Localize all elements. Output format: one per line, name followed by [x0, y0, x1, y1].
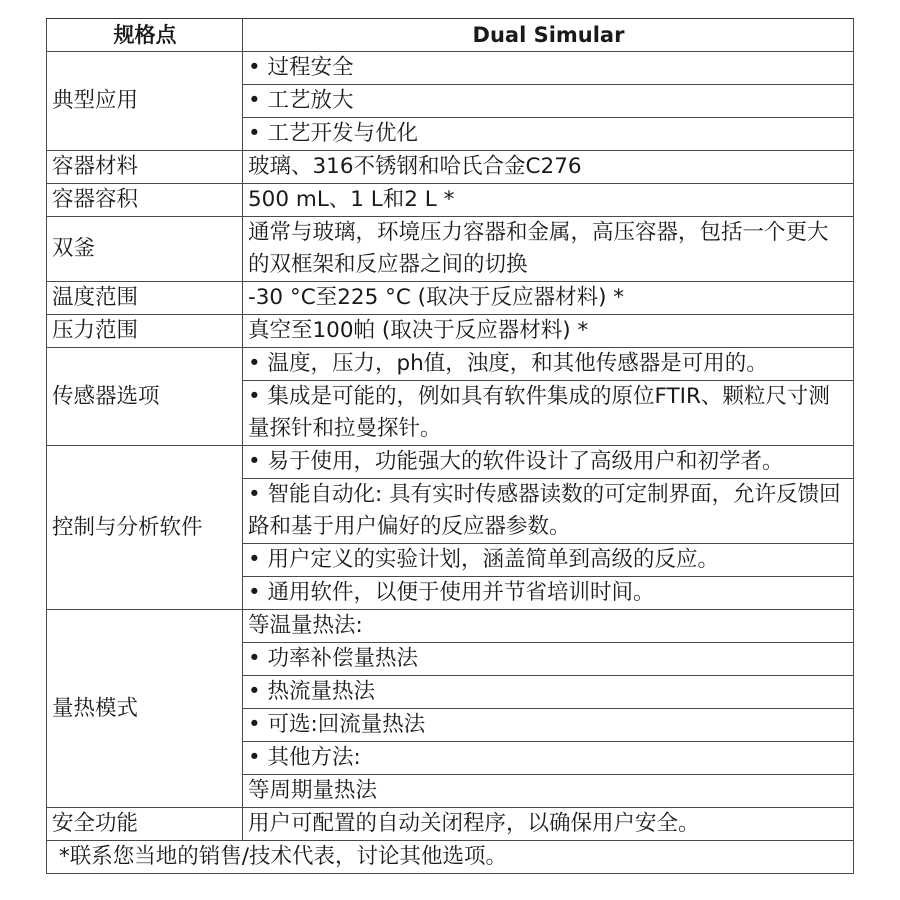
- cell-value: • 其他方法:: [243, 742, 854, 775]
- cell-value: • 可选:回流量热法: [243, 709, 854, 742]
- footnote-row: [47, 841, 854, 874]
- label-typical-applications: 典型应用: [47, 52, 243, 151]
- label-safety-features: 安全功能: [47, 808, 243, 841]
- label-temperature-range: 温度范围: [47, 282, 243, 315]
- table-row: [47, 52, 854, 85]
- label-vessel-material: 容器材料: [47, 151, 243, 184]
- cell-value: • 功率补偿量热法: [243, 643, 854, 676]
- label-vessel-volume: 容器容积: [47, 184, 243, 217]
- table-row: [47, 808, 854, 841]
- cell-value: 真空至100帕 (取决于反应器材料) *: [243, 315, 854, 348]
- cell-value: • 通用软件，以便于使用并节省培训时间。: [243, 577, 854, 610]
- cell-value: • 用户定义的实验计划，涵盖简单到高级的反应。: [243, 544, 854, 577]
- cell-value: 等温量热法:: [243, 610, 854, 643]
- table-row: [47, 610, 854, 643]
- spec-table: [46, 18, 854, 874]
- header-row: [47, 19, 854, 52]
- header-product: Dual Simular: [243, 19, 854, 52]
- cell-value: 玻璃、316不锈钢和哈氏合金C276: [243, 151, 854, 184]
- cell-value: 500 mL、1 L和2 L *: [243, 184, 854, 217]
- label-pressure-range: 压力范围: [47, 315, 243, 348]
- table-row: [47, 315, 854, 348]
- table-row: [47, 348, 854, 381]
- cell-value: • 温度，压力，ph值，浊度，和其他传感器是可用的。: [243, 348, 854, 381]
- header-spec-point: 规格点: [47, 19, 243, 52]
- cell-value: • 易于使用，功能强大的软件设计了高级用户和初学者。: [243, 446, 854, 479]
- label-sensor-options: 传感器选项: [47, 348, 243, 446]
- cell-value: • 热流量热法: [243, 676, 854, 709]
- cell-value: -30 °C至225 °C (取决于反应器材料) *: [243, 282, 854, 315]
- label-calorimetry-modes: 量热模式: [47, 610, 243, 808]
- table-row: [47, 446, 854, 479]
- table-row: [47, 184, 854, 217]
- table-row: [47, 282, 854, 315]
- cell-value: • 工艺放大: [243, 85, 854, 118]
- cell-value: • 过程安全: [243, 52, 854, 85]
- cell-value: 通常与玻璃，环境压力容器和金属，高压容器，包括一个更大的双框架和反应器之间的切换: [243, 217, 854, 282]
- label-dual-reactor: 双釜: [47, 217, 243, 282]
- table-row: [47, 151, 854, 184]
- table-row: [47, 217, 854, 282]
- cell-value: 等周期量热法: [243, 775, 854, 808]
- cell-value: • 工艺开发与优化: [243, 118, 854, 151]
- label-control-software: 控制与分析软件: [47, 446, 243, 610]
- cell-value: • 集成是可能的，例如具有软件集成的原位FTIR、颗粒尺寸测量探针和拉曼探针。: [243, 381, 854, 446]
- cell-value: 用户可配置的自动关闭程序，以确保用户安全。: [243, 808, 854, 841]
- footnote: *联系您当地的销售/技术代表，讨论其他选项。: [47, 841, 854, 874]
- cell-value: • 智能自动化: 具有实时传感器读数的可定制界面，允许反馈回路和基于用户偏好的反应器参数。: [243, 479, 854, 544]
